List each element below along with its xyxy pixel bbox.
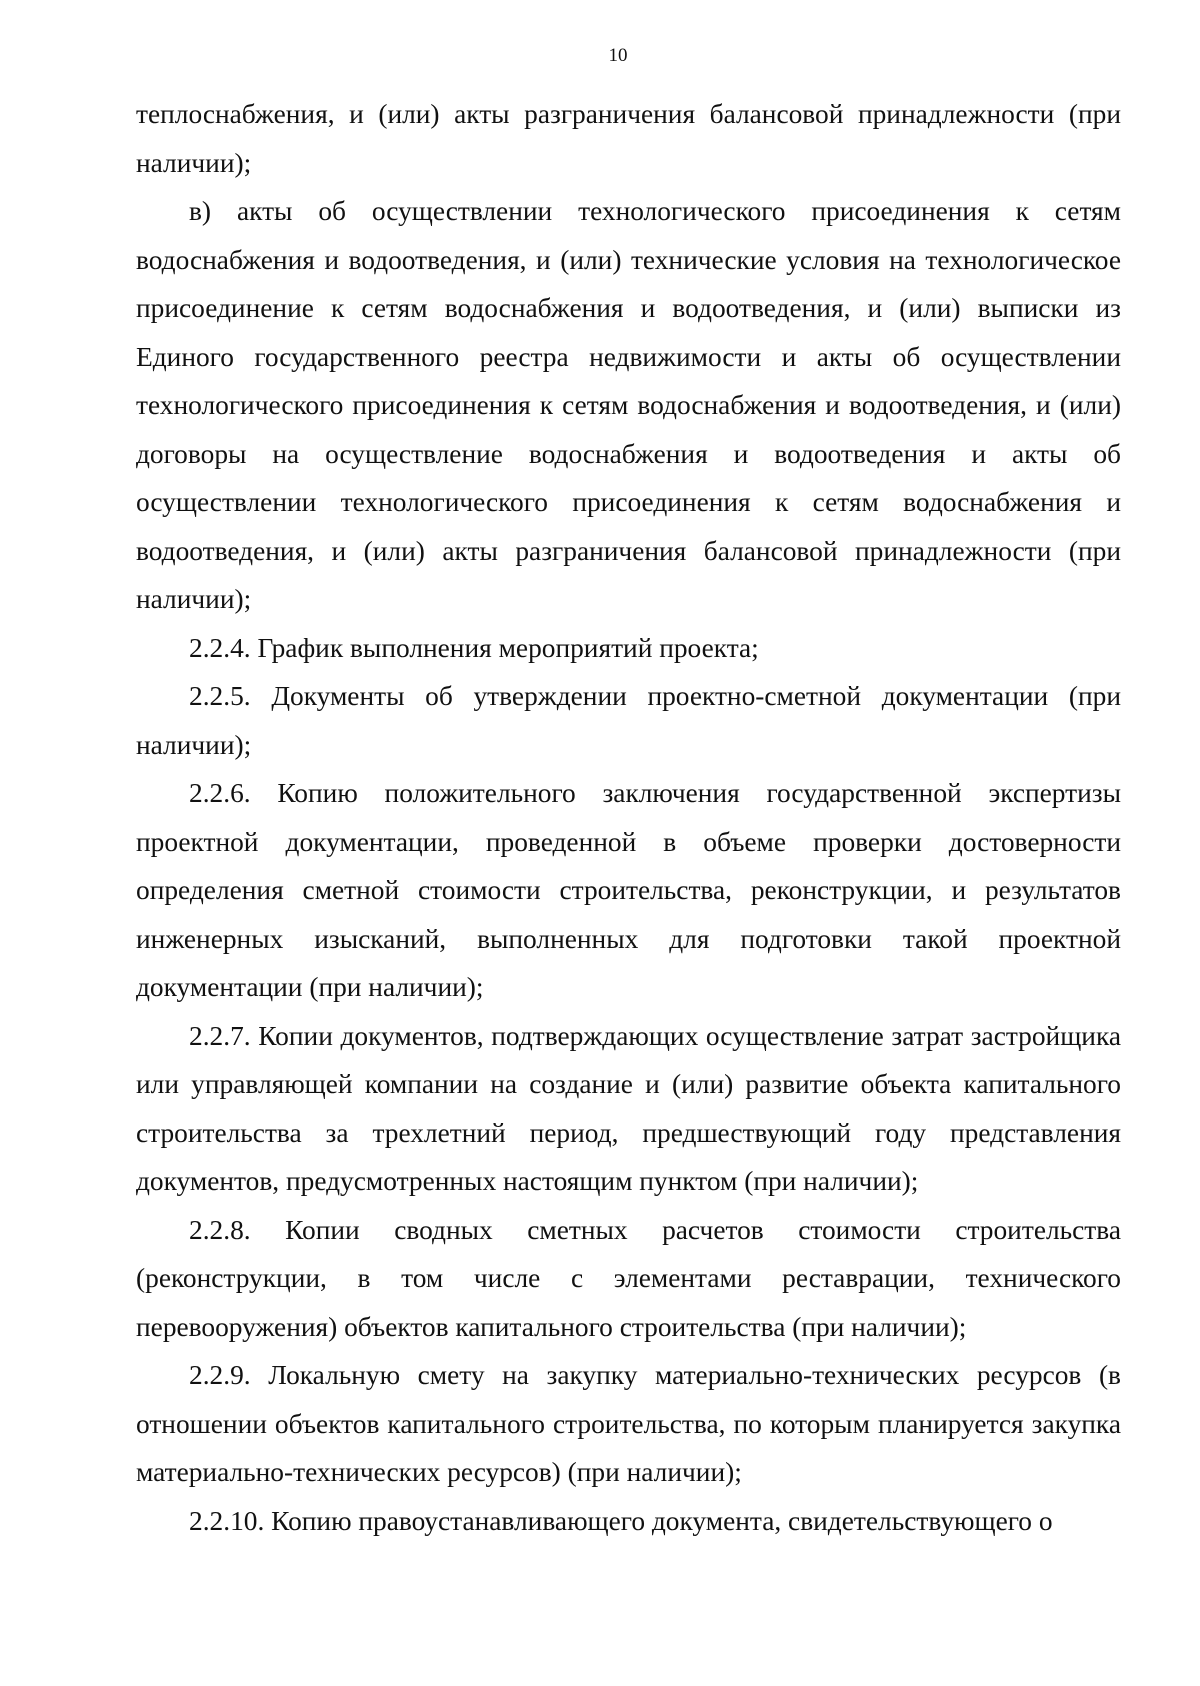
paragraph-2-2-7: 2.2.7. Копии документов, подтверждающих осуществление затрат застройщика или управляющей компании на создание и (или) развитие объекта капитального строительства за трехлетний период, предшествующий году представления документов, предусмотренных настоящим пунктом (при наличии); [136, 1020, 1121, 1196]
paragraph-2-2-9: 2.2.9. Локальную смету на закупку материально-технических ресурсов (в отношении объектов капитального строительства, по которым планируется закупка материально-технических ресурсов) (при наличии); [136, 1360, 1121, 1487]
paragraph-continuation: теплоснабжения, и (или) акты разграничения балансовой принадлежности (при наличии); [136, 99, 1121, 178]
paragraph-2-2-8: 2.2.8. Копии сводных сметных расчетов стоимости строительства (реконструкции, в том числе с элементами реставрации, технического перевооружения) объектов капитального строительства (при наличии); [136, 1214, 1121, 1342]
paragraph-2-2-6: 2.2.6. Копию положительного заключения государственной экспертизы проектной документации, проведенной в объеме проверки достоверности определения сметной стоимости строительства, реконструкции, и результатов инженерных изысканий, выполненных для подготовки такой проектной документации (при наличии); [136, 778, 1121, 1002]
page-number: 10 [608, 45, 628, 66]
document-body [136, 90, 1121, 1545]
paragraph-2-2-4: 2.2.4. График выполнения мероприятий проекта; [189, 632, 759, 663]
paragraph-item-v: в) акты об осуществлении технологического присоединения к сетям водоснабжения и водоотведения, и (или) технические условия на технологическое присоединение к сетям водоснабжения и водоотведения, и (или) выписки из Единого государственного реестра недвижимости и акты об осуществлении технологического присоединения к сетям водоснабжения и водоотведения, и (или) договоры на осуществление водоснабжения и водоотведения и акты об осуществлении технологического присоединения к сетям водоснабжения и водоотведения, и (или) акты разграничения балансовой принадлежности (при наличии); [136, 196, 1121, 614]
paragraph-2-2-10: 2.2.10. Копию правоустанавливающего документа, свидетельствующего о [189, 1505, 1053, 1536]
paragraph-2-2-5: 2.2.5. Документы об утверждении проектно-сметной документации (при наличии); [136, 681, 1121, 760]
